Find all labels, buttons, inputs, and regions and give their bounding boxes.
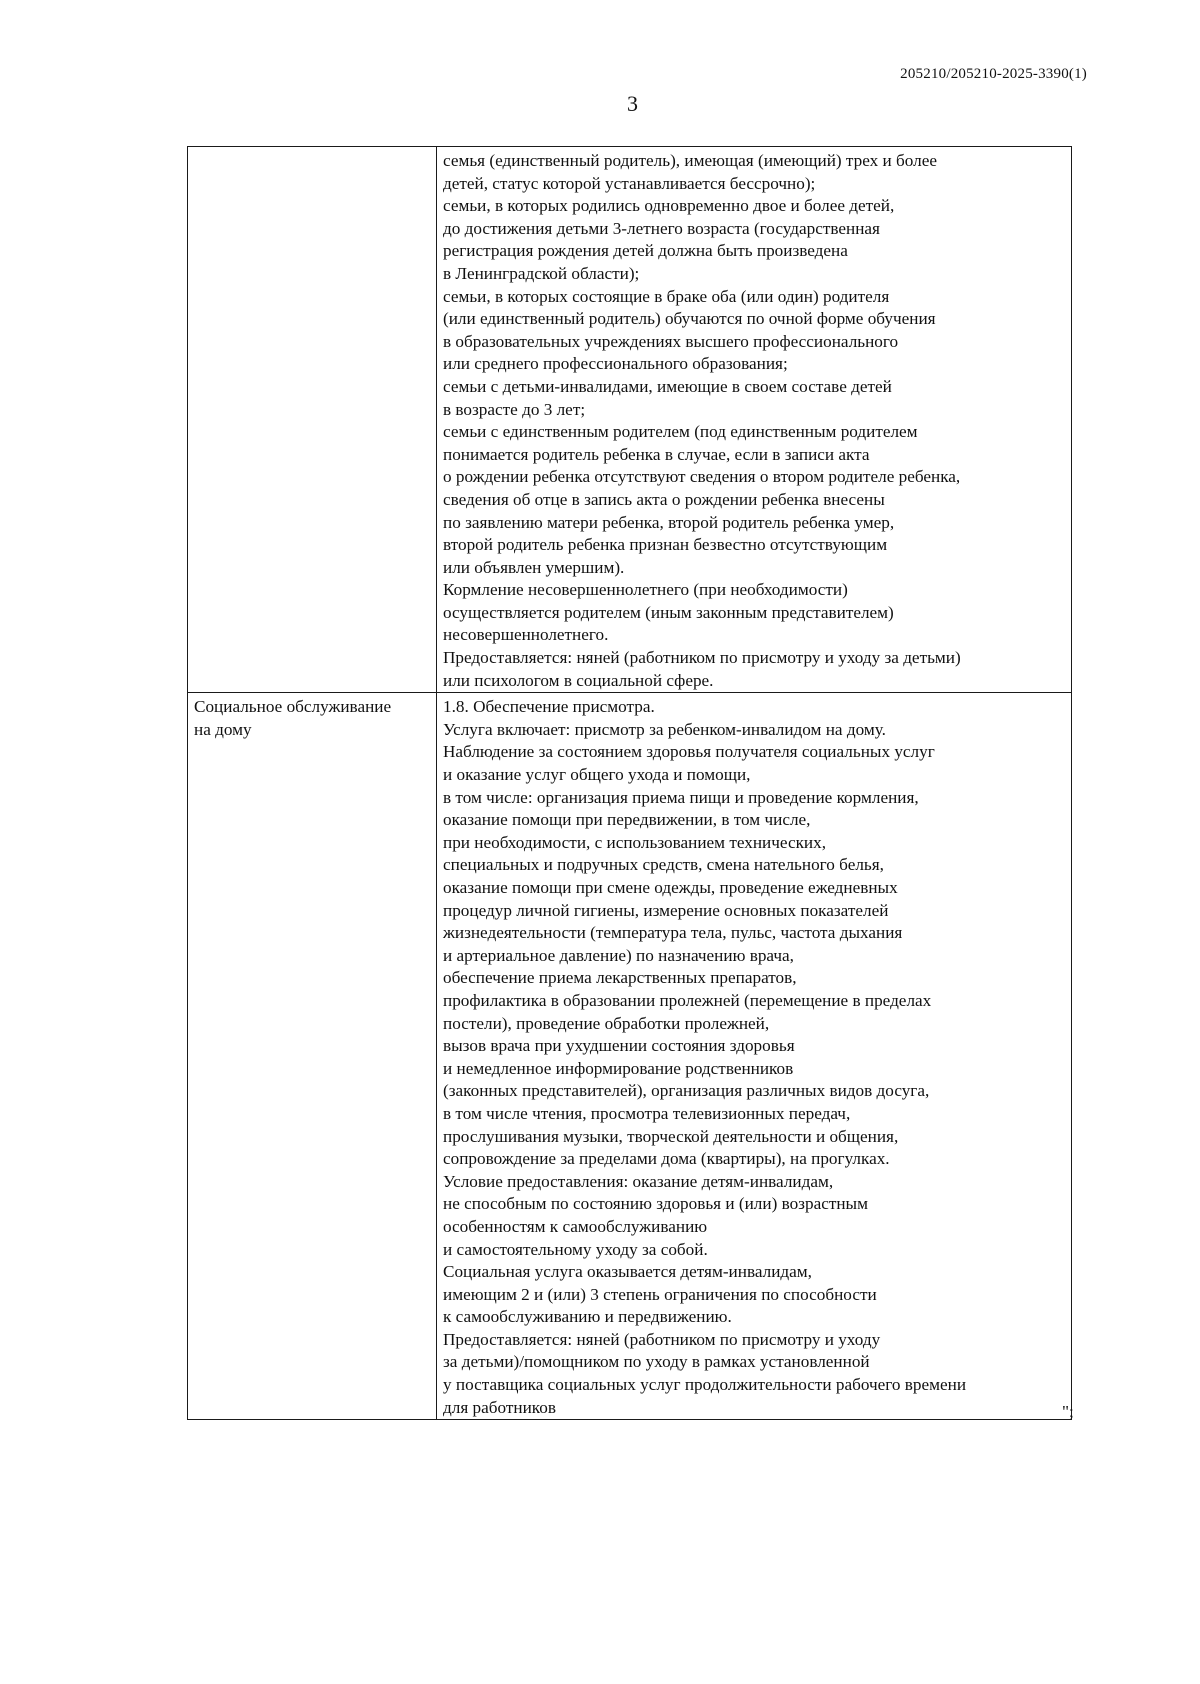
service-description-line: обеспечение приема лекарственных препаратов,: [443, 968, 797, 988]
service-description-line: семьи с детьми-инвалидами, имеющие в своем составе детей: [443, 376, 892, 396]
service-description-line: в том числе: организация приема пищи и проведение кормления,: [443, 787, 919, 807]
service-description-line: в том числе чтения, просмотра телевизионных передач,: [443, 1103, 851, 1123]
service-description-line: семьи, в которых родились одновременно двое и более детей,: [443, 196, 895, 216]
service-description-line: к самообслуживанию и передвижению.: [443, 1307, 732, 1327]
service-description-line: и артериальное давление) по назначению врача,: [443, 945, 794, 965]
service-description-cell: [437, 147, 1072, 693]
service-description-line: (законных представителей), организация различных видов досуга,: [443, 1081, 930, 1101]
service-description-line: семьи, в которых состоящие в браке оба (или один) родителя: [443, 286, 890, 306]
service-description-line: оказание помощи при смене одежды, проведение ежедневных: [443, 878, 898, 897]
closing-quote-mark: ";: [1062, 1402, 1074, 1421]
service-description-line: профилактика в образовании пролежней (перемещение в пределах: [443, 990, 932, 1010]
service-description-line: процедур личной гигиены, измерение основных показателей: [443, 900, 889, 920]
service-description-line: Социальная услуга оказывается детям-инвалидам,: [443, 1262, 812, 1282]
service-description-line: семья (единственный родитель), имеющая (имеющий) трех и более: [443, 151, 937, 170]
service-description-line: или объявлен умершим).: [443, 557, 625, 577]
service-description-line: в образовательных учреждениях высшего профессионального: [443, 331, 899, 351]
service-description-line: второй родитель ребенка признан безвестно отсутствующим: [443, 535, 888, 555]
service-form-line: Социальное обслуживание: [194, 697, 392, 717]
service-description-line: не способным по состоянию здоровья и (или) возрастным: [443, 1194, 868, 1214]
service-description-line: осуществляется родителем (иным законным представителем): [443, 602, 894, 622]
service-description-line: постели), проведение обработки пролежней,: [443, 1013, 770, 1033]
service-description-line: и немедленное информирование родственников: [443, 1058, 794, 1078]
service-description-line: специальных и подручных средств, смена нательного белья,: [443, 855, 884, 875]
service-description-line: Услуга включает: присмотр за ребенком-инвалидом на дому.: [443, 719, 886, 739]
service-description-line: прослушивания музыки, творческой деятельности и общения,: [443, 1126, 899, 1146]
service-description-line: детей, статус которой устанавливается бессрочно);: [443, 173, 816, 193]
services-table-body: [188, 147, 1072, 1420]
service-description-line: при необходимости, с использованием технических,: [443, 832, 827, 852]
service-description-line: Наблюдение за состоянием здоровья получателя социальных услуг: [443, 742, 935, 762]
service-form-line: на дому: [194, 719, 252, 739]
service-description-line: и оказание услуг общего ухода и помощи,: [443, 765, 751, 785]
service-description-line: понимается родитель ребенка в случае, если в записи акта: [443, 444, 870, 464]
table-row: [188, 147, 1072, 693]
service-description-line: регистрация рождения детей должна быть произведена: [443, 241, 848, 261]
service-description-line: в возрасте до 3 лет;: [443, 399, 586, 419]
services-table: [187, 146, 1072, 1420]
service-description-line: особенностям к самообслуживанию: [443, 1216, 708, 1236]
service-description-line: Кормление несовершеннолетнего (при необходимости): [443, 580, 848, 600]
service-description-line: и самостоятельному уходу за собой.: [443, 1239, 708, 1259]
service-description-line: о рождении ребенка отсутствуют сведения о втором родителе ребенка,: [443, 467, 961, 487]
service-form-cell: [188, 693, 437, 1420]
service-description-line: по заявлению матери ребенка, второй родитель ребенка умер,: [443, 512, 895, 532]
service-description-line: (или единственный родитель) обучаются по очной форме обучения: [443, 309, 936, 329]
service-description-line: имеющим 2 и (или) 3 степень ограничения по способности: [443, 1284, 877, 1304]
service-description-line: сопровождение за пределами дома (квартиры), на прогулках.: [443, 1149, 890, 1169]
service-description-line: жизнедеятельности (температура тела, пульс, частота дыхания: [443, 923, 903, 943]
service-description-line: для работников: [443, 1397, 556, 1417]
service-form-cell: [188, 147, 437, 693]
service-description-line: вызов врача при ухудшении состояния здоровья: [443, 1036, 795, 1056]
service-description-line: за детьми)/помощником по уходу в рамках установленной: [443, 1352, 870, 1372]
service-description-line: у поставщика социальных услуг продолжительности рабочего времени: [443, 1375, 967, 1395]
service-description-line: сведения об отце в запись акта о рождении ребенка внесены: [443, 489, 885, 509]
service-description-cell: [437, 693, 1072, 1420]
table-row: [188, 693, 1072, 1420]
service-description-line: или среднего профессионального образования;: [443, 354, 788, 374]
document-id: 205210/205210-2025-3390(1): [900, 66, 1087, 82]
service-description-line: оказание помощи при передвижении, в том числе,: [443, 810, 811, 830]
service-description-line: Предоставляется: няней (работником по присмотру и уходу за детьми): [443, 648, 961, 668]
service-description-line: Предоставляется: няней (работником по присмотру и уходу: [443, 1329, 881, 1349]
service-description-line: 1.8. Обеспечение присмотра.: [443, 697, 655, 717]
service-description-line: Условие предоставления: оказание детям-инвалидам,: [443, 1171, 834, 1191]
service-description-line: в Ленинградской области);: [443, 263, 640, 283]
service-description-line: несовершеннолетнего.: [443, 625, 609, 645]
service-description-line: или психологом в социальной сфере.: [443, 670, 714, 690]
service-description-line: до достижения детьми 3-летнего возраста (государственная: [443, 218, 880, 238]
service-description-line: семьи с единственным родителем (под единственным родителем: [443, 422, 918, 442]
page-number: 3: [627, 91, 638, 116]
